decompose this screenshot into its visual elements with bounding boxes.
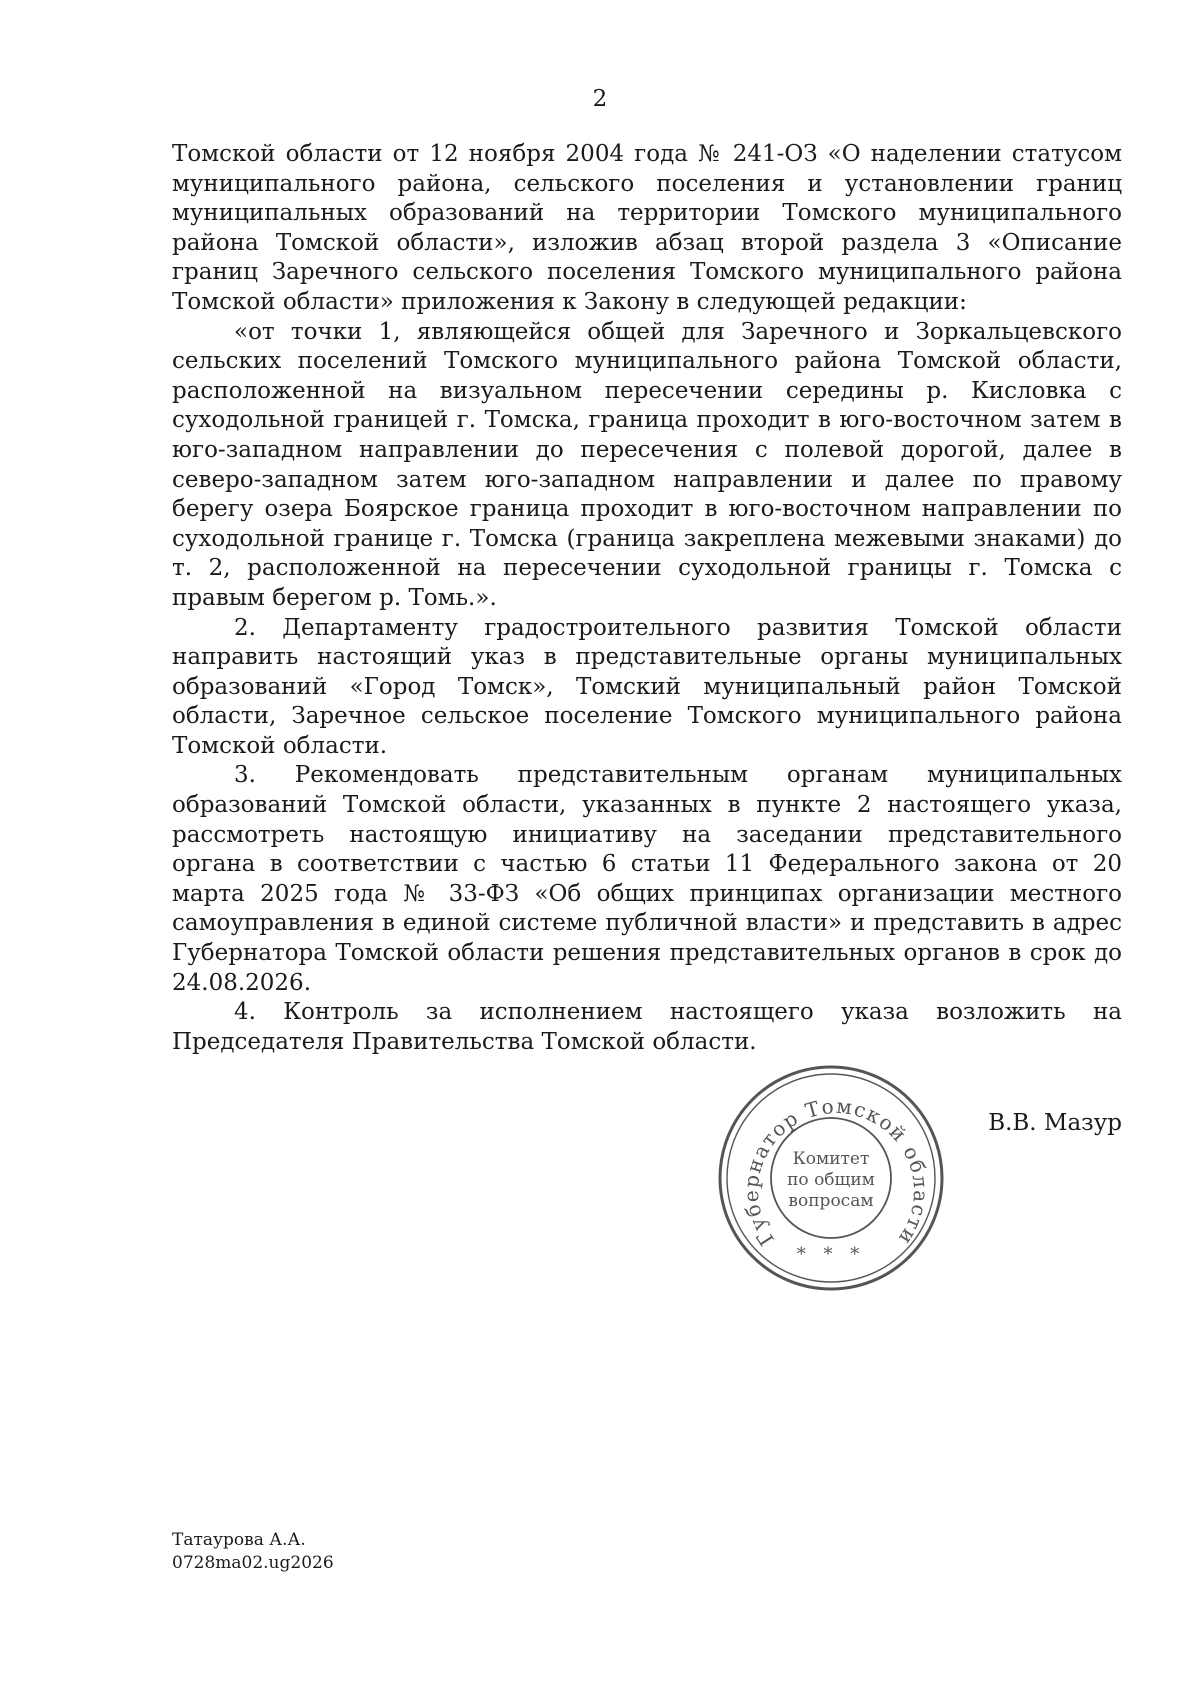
paragraph-law-reference: Томской области от 12 ноября 2004 года № 241-ОЗ «О наделении статусом муниципального района, сельского поселения и установлении границ муниципальных образований на территории Томского муниципального района Томской области», изложив абзац второй раздела 3 «Описание границ Заречного сельского поселения Томского муниципального района Томской области» приложения к Закону в следующей редакции:	[172, 141, 1122, 315]
stamp-stars: * * *	[796, 1244, 866, 1265]
stamp-center-line-2: по общим	[787, 1170, 875, 1190]
stamp-center-line-1: Комитет	[792, 1149, 870, 1169]
signer-name: В.В. Мазур	[988, 1110, 1122, 1136]
document-body	[172, 140, 1122, 1057]
stamp-center-line-3: вопросам	[788, 1191, 874, 1211]
executor-name: Татаурова А.А.	[172, 1530, 306, 1550]
executor-footer	[172, 1529, 334, 1575]
document-code: 0728ma02.ug2026	[172, 1553, 334, 1573]
paragraph-item-4: 4. Контроль за исполнением настоящего указа возложить на Председателя Правительства Томской области.	[172, 999, 1122, 1055]
page-number: 2	[592, 86, 608, 112]
stamp-ring-text: Губернатор Томской области	[738, 1093, 934, 1251]
paragraph-item-3: 3. Рекомендовать представительным органам муниципальных образований Томской области, указанных в пункте 2 настоящего указа, рассмотреть настоящую инициативу на заседании представительного органа в соответствии с частью 6 статьи 11 Федерального закона от 20 марта 2025 года № 33-ФЗ «Об общих принципах организации местного самоуправления в единой системе публичной власти» и представить в адрес Губернатора Томской области решения представительных органов в срок до 24.08.2026.	[172, 762, 1122, 996]
paragraph-item-2: 2. Департаменту градостроительного развития Томской области направить настоящий указ в представительные органы муниципальных образований «Город Томск», Томский муниципальный район Томской области, Заречное сельское поселение Томского муниципального района Томской области.	[172, 614, 1122, 759]
paragraph-boundary-description: «от точки 1, являющейся общей для Заречного и Зоркальцевского сельских поселений Томского муниципального района Томской области, расположенной на визуальном пересечении середины р. Кисловка с суходольной границей г. Томска, граница проходит в юго-восточном затем в юго-западном направлении до пересечения с полевой дорогой, далее в северо-западном затем юго-западном направлении и далее по правому берегу озера Боярское граница проходит в юго-восточном направлении по суходольной границе г. Томска (граница закреплена межевыми знаками) до т. 2, расположенной на пересечении суходольной границы г. Томска с правым берегом р. Томь.».	[172, 318, 1122, 611]
official-stamp	[716, 1063, 946, 1293]
